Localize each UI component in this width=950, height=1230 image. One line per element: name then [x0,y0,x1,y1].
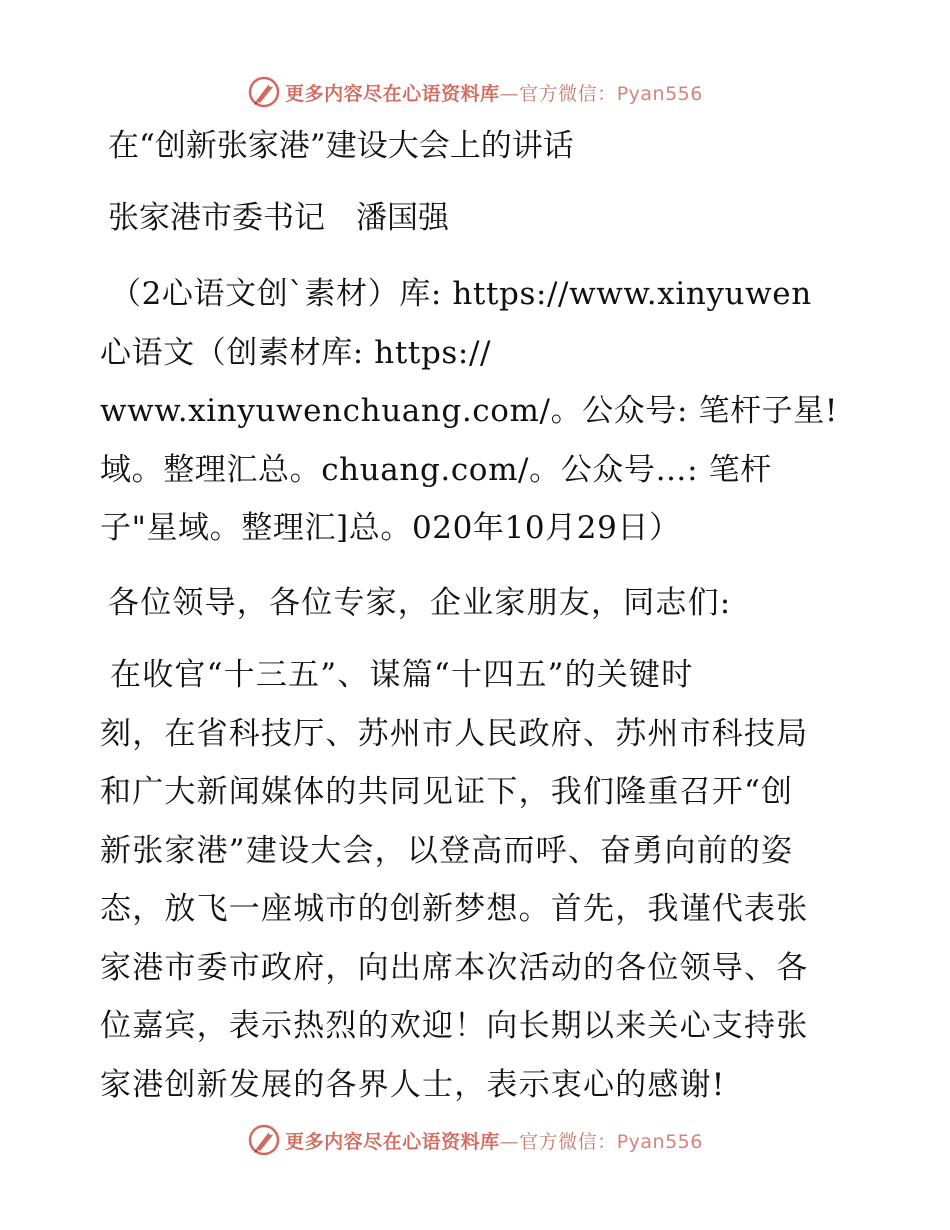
quill-pen-logo-icon [247,75,281,109]
paragraph-line: 在收官“十三五”、谋篇“十四五”的关键时 [110,657,694,693]
banner-main: 更多内容尽在心语资料库 [285,1130,500,1153]
banner-main: 更多内容尽在心语资料库 [285,82,500,105]
greeting-line: 各位领导，各位专家，企业家朋友，同志们: [108,585,732,621]
banner-weixin-id: Pyan556 [616,82,703,105]
banner-weixin-label: 官方微信： [519,82,617,105]
speech-paragraph [100,646,860,1114]
paragraph-line: 位嘉宾，表示热烈的欢迎！向长期以来关心支持张 [100,1008,809,1044]
paragraph-line: 家港创新发展的各界人士，表示衷心的感谢! [100,1066,726,1103]
source-line: www.xinyuwenchuang.com/。公众号: 笔杆子星! [100,393,838,429]
banner-weixin-id: Pyan556 [616,1130,703,1153]
banner-weixin-label: 官方微信： [519,1130,617,1153]
paragraph-line: 刻，在省科技厅、苏州市人民政府、苏州市科技局 [100,715,809,752]
banner-text [285,79,703,106]
paragraph-line: 态，放飞一座城市的创新梦想。首先，我谨代表张 [100,891,809,927]
source-line: 子"星域。整理汇]总。020年10月29日） [100,510,681,546]
quill-pen-logo-icon [247,1123,281,1157]
header-banner [0,72,950,112]
source-line: （2心语文创`素材）库: https://www.xinyuwen [110,276,812,312]
banner-dash: — [499,1130,520,1153]
footer-banner [0,1120,950,1160]
source-block [100,265,860,558]
source-line: 心语文（创素材库: https:// [100,334,492,371]
banner-text [285,1127,703,1154]
paragraph-line: 和广大新闻媒体的共同见证下，我们隆重召开“创 [100,774,794,810]
document-title: 在“创新张家港”建设大会上的讲话 [108,128,574,164]
author-line: 张家港市委书记 潘国强 [108,200,449,236]
source-line: 域。整理汇总。chuang.com/。公众号…: 笔杆 [100,451,772,488]
banner-dash: — [499,82,520,105]
paragraph-line: 新张家港”建设大会，以登高而呼、奋勇向前的姿 [100,832,794,869]
paragraph-line: 家港市委市政府，向出席本次活动的各位领导、各 [100,949,809,986]
